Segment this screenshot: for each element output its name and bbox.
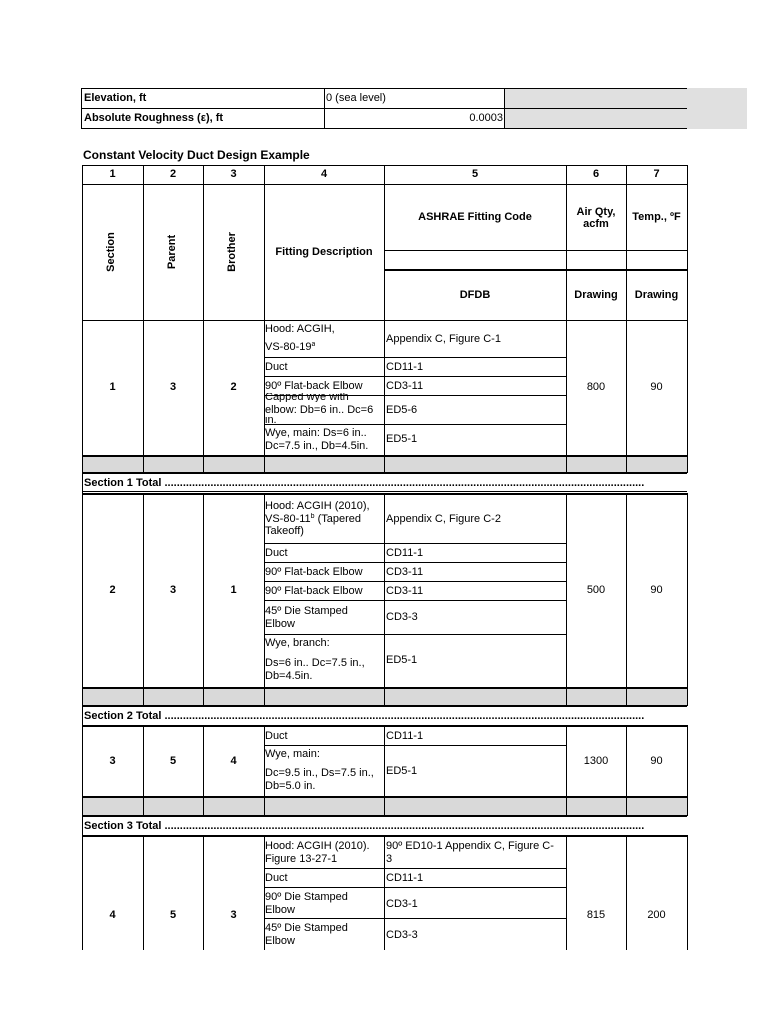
fitting-code: CD3-11: [386, 566, 424, 578]
column-number: 4: [320, 168, 328, 180]
column-number: 6: [592, 168, 600, 180]
brother-number: 3: [230, 909, 237, 921]
fitting-description-header: Fitting Description: [275, 246, 373, 258]
elevation-label: Elevation, ft: [81, 89, 325, 108]
fitting-code: CD3-3: [386, 611, 418, 623]
temperature: 90: [650, 584, 663, 596]
column-number: 1: [109, 168, 116, 180]
fitting-description: Db=5.0 in.: [265, 780, 316, 792]
fitting-code: 3: [386, 853, 393, 865]
parent-number: 3: [169, 381, 177, 393]
fitting-description: Ds=6 in.. Dc=7.5 in.,: [265, 657, 365, 669]
drawing-header: Drawing: [634, 289, 679, 301]
fitting-code: CD3-1: [386, 898, 418, 910]
fitting-code: Appendix C, Figure C-2: [386, 513, 501, 525]
fitting-code: ED5-1: [386, 433, 418, 445]
fitting-code: CD3-11: [386, 585, 424, 597]
temperature: 90: [650, 381, 663, 393]
fitting-description: 45º Die Stamped: [265, 605, 348, 617]
fitting-description: Elbow: [265, 618, 295, 630]
air-quantity: 1300: [583, 755, 609, 767]
fitting-description: Hood: ACGIH,: [265, 323, 335, 335]
fitting-description: VS-80-19$^a$: [265, 341, 316, 353]
fitting-code: CD11-1: [386, 547, 424, 559]
fitting-description: VS-80-11$^b$ (Tapered: [265, 513, 362, 525]
section-number: 1: [109, 381, 116, 393]
air-quantity: 815: [586, 909, 606, 921]
fitting-description: Duct: [265, 547, 288, 559]
ashrae-fitting-code-header: ASHRAE Fitting Code: [418, 211, 532, 223]
roughness-label: Absolute Roughness (ε), ft: [81, 109, 325, 128]
fitting-description: Dc=7.5 in., Db=4.5in.: [265, 440, 369, 452]
fitting-description: Db=4.5in.: [265, 670, 313, 682]
fitting-code: CD3-11: [386, 380, 424, 392]
fitting-description: Duct: [265, 730, 288, 742]
fitting-description: Takeoff): [265, 525, 304, 537]
fitting-description: Figure 13-27-1: [265, 853, 338, 865]
fitting-description: Elbow: [265, 935, 295, 947]
fitting-code: CD11-1: [386, 361, 424, 373]
fitting-description: Dc=9.5 in., Ds=7.5 in.,: [265, 767, 374, 779]
fitting-code: Appendix C, Figure C-1: [386, 333, 501, 345]
temperature: 200: [647, 909, 666, 921]
page-title: Constant Velocity Duct Design Example: [83, 148, 310, 162]
fitting-description: 90º Flat-back Elbow: [265, 585, 363, 597]
fitting-description: Duct: [265, 361, 288, 373]
section-total-row: Section 2 Total .............................................................................................................................................................: [84, 710, 645, 722]
brother-header: Brother: [226, 232, 238, 272]
parent-header: Parent: [166, 234, 178, 270]
fitting-description: 90º Flat-back Elbow: [265, 566, 363, 578]
fitting-description: Wye, main: Ds=6 in..: [265, 427, 367, 439]
section-header: Section: [105, 232, 117, 272]
parent-number: 5: [169, 755, 177, 767]
section-number: 3: [109, 755, 116, 767]
section-number: 2: [109, 584, 116, 596]
drawing-header: Drawing: [574, 289, 618, 301]
fitting-description: Wye, main:: [265, 748, 320, 760]
section-number: 4: [109, 909, 116, 921]
fitting-code: ED5-1: [386, 765, 418, 777]
fitting-code: 90º ED10-1 Appendix C, Figure C-: [386, 840, 554, 852]
fitting-code: ED5-1: [386, 654, 418, 666]
temp-header: Temp., ºF: [632, 211, 681, 223]
air-quantity: 500: [586, 584, 606, 596]
brother-number: 4: [230, 755, 237, 767]
fitting-description: 90º Flat-back Elbow: [265, 380, 363, 392]
column-number: 2: [169, 168, 177, 180]
air-quantity: 800: [586, 381, 606, 393]
brother-number: 2: [230, 381, 237, 393]
elevation-value[interactable]: 0 (sea level): [324, 89, 506, 108]
fitting-description: Capped wye with: [265, 393, 349, 402]
dfdb-header: DFDB: [459, 289, 491, 301]
roughness-value[interactable]: 0.0003: [324, 109, 505, 128]
fitting-code: CD3-3: [386, 929, 418, 941]
fitting-description: 90º Die Stamped: [265, 891, 348, 903]
fitting-description: Elbow: [265, 904, 295, 916]
fitting-code: CD11-1: [386, 872, 424, 884]
fitting-description: in.: [265, 416, 277, 424]
section-total-row: Section 3 Total .............................................................................................................................................................: [84, 820, 645, 832]
fitting-code: CD11-1: [386, 730, 424, 742]
fitting-description: Duct: [265, 872, 288, 884]
temperature: 90: [650, 755, 663, 767]
fitting-description: Wye, branch:: [265, 637, 330, 649]
column-number: 3: [230, 168, 237, 180]
section-total-row: Section 1 Total .............................................................................................................................................................: [84, 477, 645, 489]
air-qty-header: Air Qty, acfm: [576, 206, 616, 230]
fitting-description: Hood: ACGIH (2010).: [265, 840, 370, 852]
fitting-description: 45º Die Stamped: [265, 922, 348, 934]
fitting-description: elbow: Db=6 in.. Dc=6: [265, 404, 374, 416]
parent-number: 5: [169, 909, 177, 921]
column-number: 7: [653, 168, 660, 180]
fitting-code: ED5-6: [386, 404, 418, 416]
parent-number: 3: [169, 584, 177, 596]
column-number: 5: [471, 168, 479, 180]
fitting-description: Hood: ACGIH (2010),: [265, 500, 370, 512]
brother-number: 1: [230, 584, 237, 596]
